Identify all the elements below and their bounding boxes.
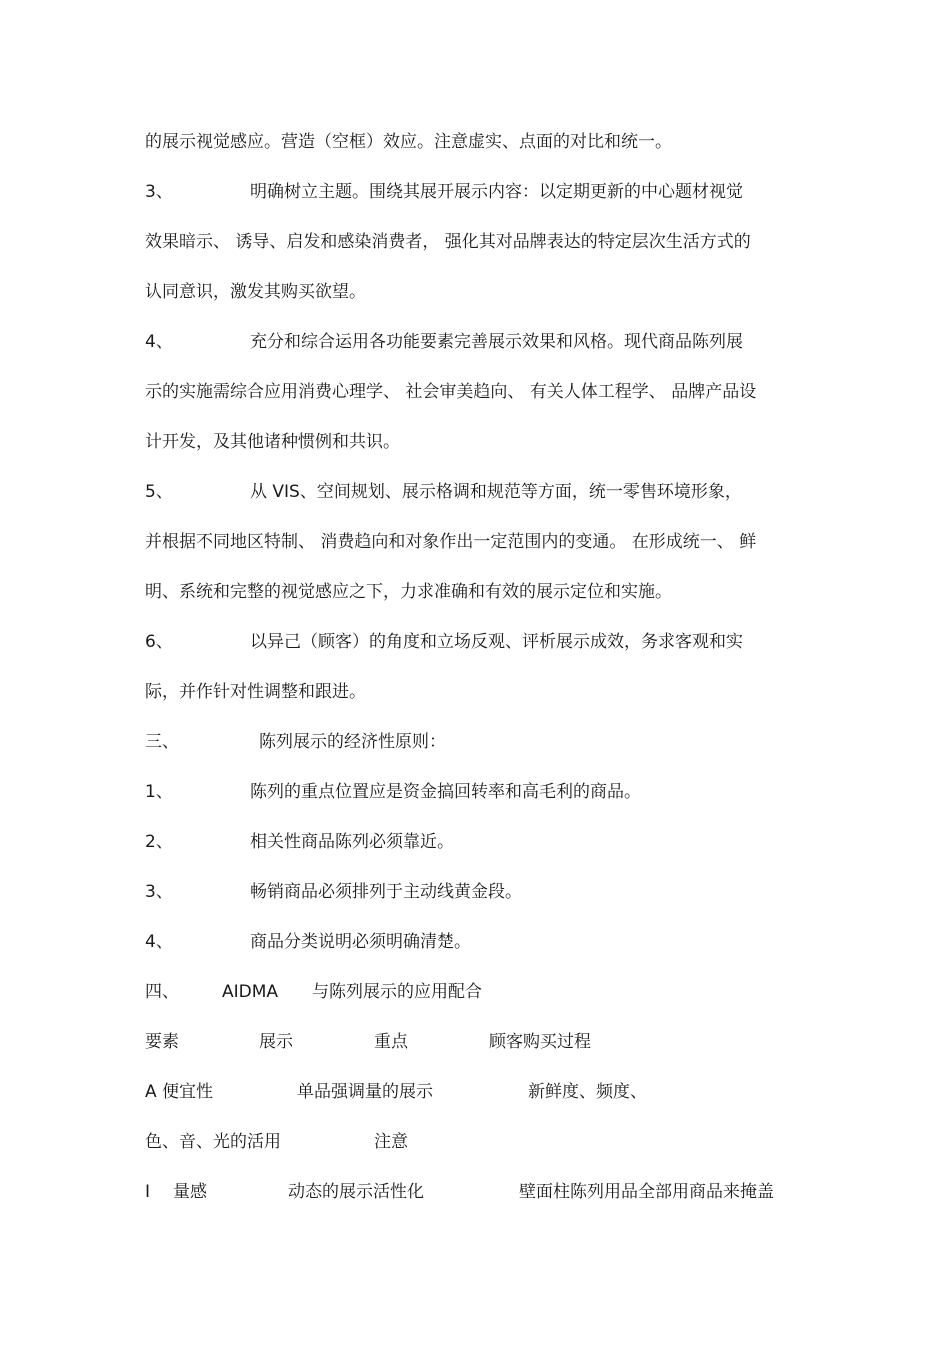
table-cell: 壁面柱陈列用品全部用商品来掩盖 xyxy=(519,1182,774,1202)
text-line: 效果暗示、 诱导、启发和感染消费者， 强化其对品牌表达的特定层次生活方式的 xyxy=(145,232,751,252)
list-number: 2、 xyxy=(145,832,173,852)
section-heading: 陈列展示的经济性原则： xyxy=(259,732,446,752)
text-line: 畅销商品必须排列于主动线黄金段。 xyxy=(250,882,522,902)
text-line: 的展示视觉感应。营造（空框）效应。注意虚实、点面的对比和统一。 xyxy=(145,132,672,152)
list-number: 5、 xyxy=(145,482,173,502)
text-line: 充分和综合运用各功能要素完善展示效果和风格。现代商品陈列展 xyxy=(250,332,743,352)
table-cell: 注意 xyxy=(374,1132,408,1152)
section-number: 四、 xyxy=(145,982,179,1002)
list-number: 3、 xyxy=(145,882,173,902)
text-line: 明、系统和完整的视觉感应之下，力求准确和有效的展示定位和实施。 xyxy=(145,582,672,602)
text-line: 计开发，及其他诸种惯例和共识。 xyxy=(145,432,400,452)
text-line: 并根据不同地区特制、 消费趋向和对象作出一定范围内的变通。 在形成统一、 鲜 xyxy=(145,532,757,552)
list-number: 4、 xyxy=(145,332,173,352)
text-line: 商品分类说明必须明确清楚。 xyxy=(250,932,471,952)
text-line: 际，并作针对性调整和跟进。 xyxy=(145,682,366,702)
table-header-cell: 重点 xyxy=(374,1032,408,1052)
table-cell: 色、音、光的活用 xyxy=(145,1132,281,1152)
table-cell: A 便宜性 xyxy=(145,1082,214,1102)
section-term: AIDMA xyxy=(222,982,279,1002)
text-line: 相关性商品陈列必须靠近。 xyxy=(250,832,454,852)
text-line: 示的实施需综合应用消费心理学、 社会审美趋向、 有关人体工程学、 品牌产品设 xyxy=(145,382,757,402)
text-line: 以异己（顾客）的角度和立场反观、评析展示成效，务求客观和实 xyxy=(250,632,743,652)
table-header-cell: 要素 xyxy=(145,1032,179,1052)
table-cell: 单品强调量的展示 xyxy=(297,1082,433,1102)
list-number: 6、 xyxy=(145,632,173,652)
table-header-cell: 顾客购买过程 xyxy=(489,1032,591,1052)
list-number: 3、 xyxy=(145,182,173,202)
section-heading: 与陈列展示的应用配合 xyxy=(312,982,482,1002)
list-number: 1、 xyxy=(145,782,173,802)
list-number: 4、 xyxy=(145,932,173,952)
table-cell: 量感 xyxy=(173,1182,207,1202)
text-line: 陈列的重点位置应是资金搞回转率和高毛利的商品。 xyxy=(250,782,641,802)
text-line: 从 VIS、空间规划、展示格调和规范等方面，统一零售环境形象， xyxy=(250,482,742,502)
text-line: 认同意识，激发其购买欲望。 xyxy=(145,282,366,302)
text-line: 明确树立主题。围绕其展开展示内容：以定期更新的中心题材视觉 xyxy=(250,182,743,202)
table-cell: 动态的展示活性化 xyxy=(288,1182,424,1202)
section-number: 三、 xyxy=(145,732,179,752)
table-cell: 新鲜度、频度、 xyxy=(528,1082,647,1102)
table-header-cell: 展示 xyxy=(259,1032,293,1052)
table-cell: I xyxy=(145,1182,151,1202)
